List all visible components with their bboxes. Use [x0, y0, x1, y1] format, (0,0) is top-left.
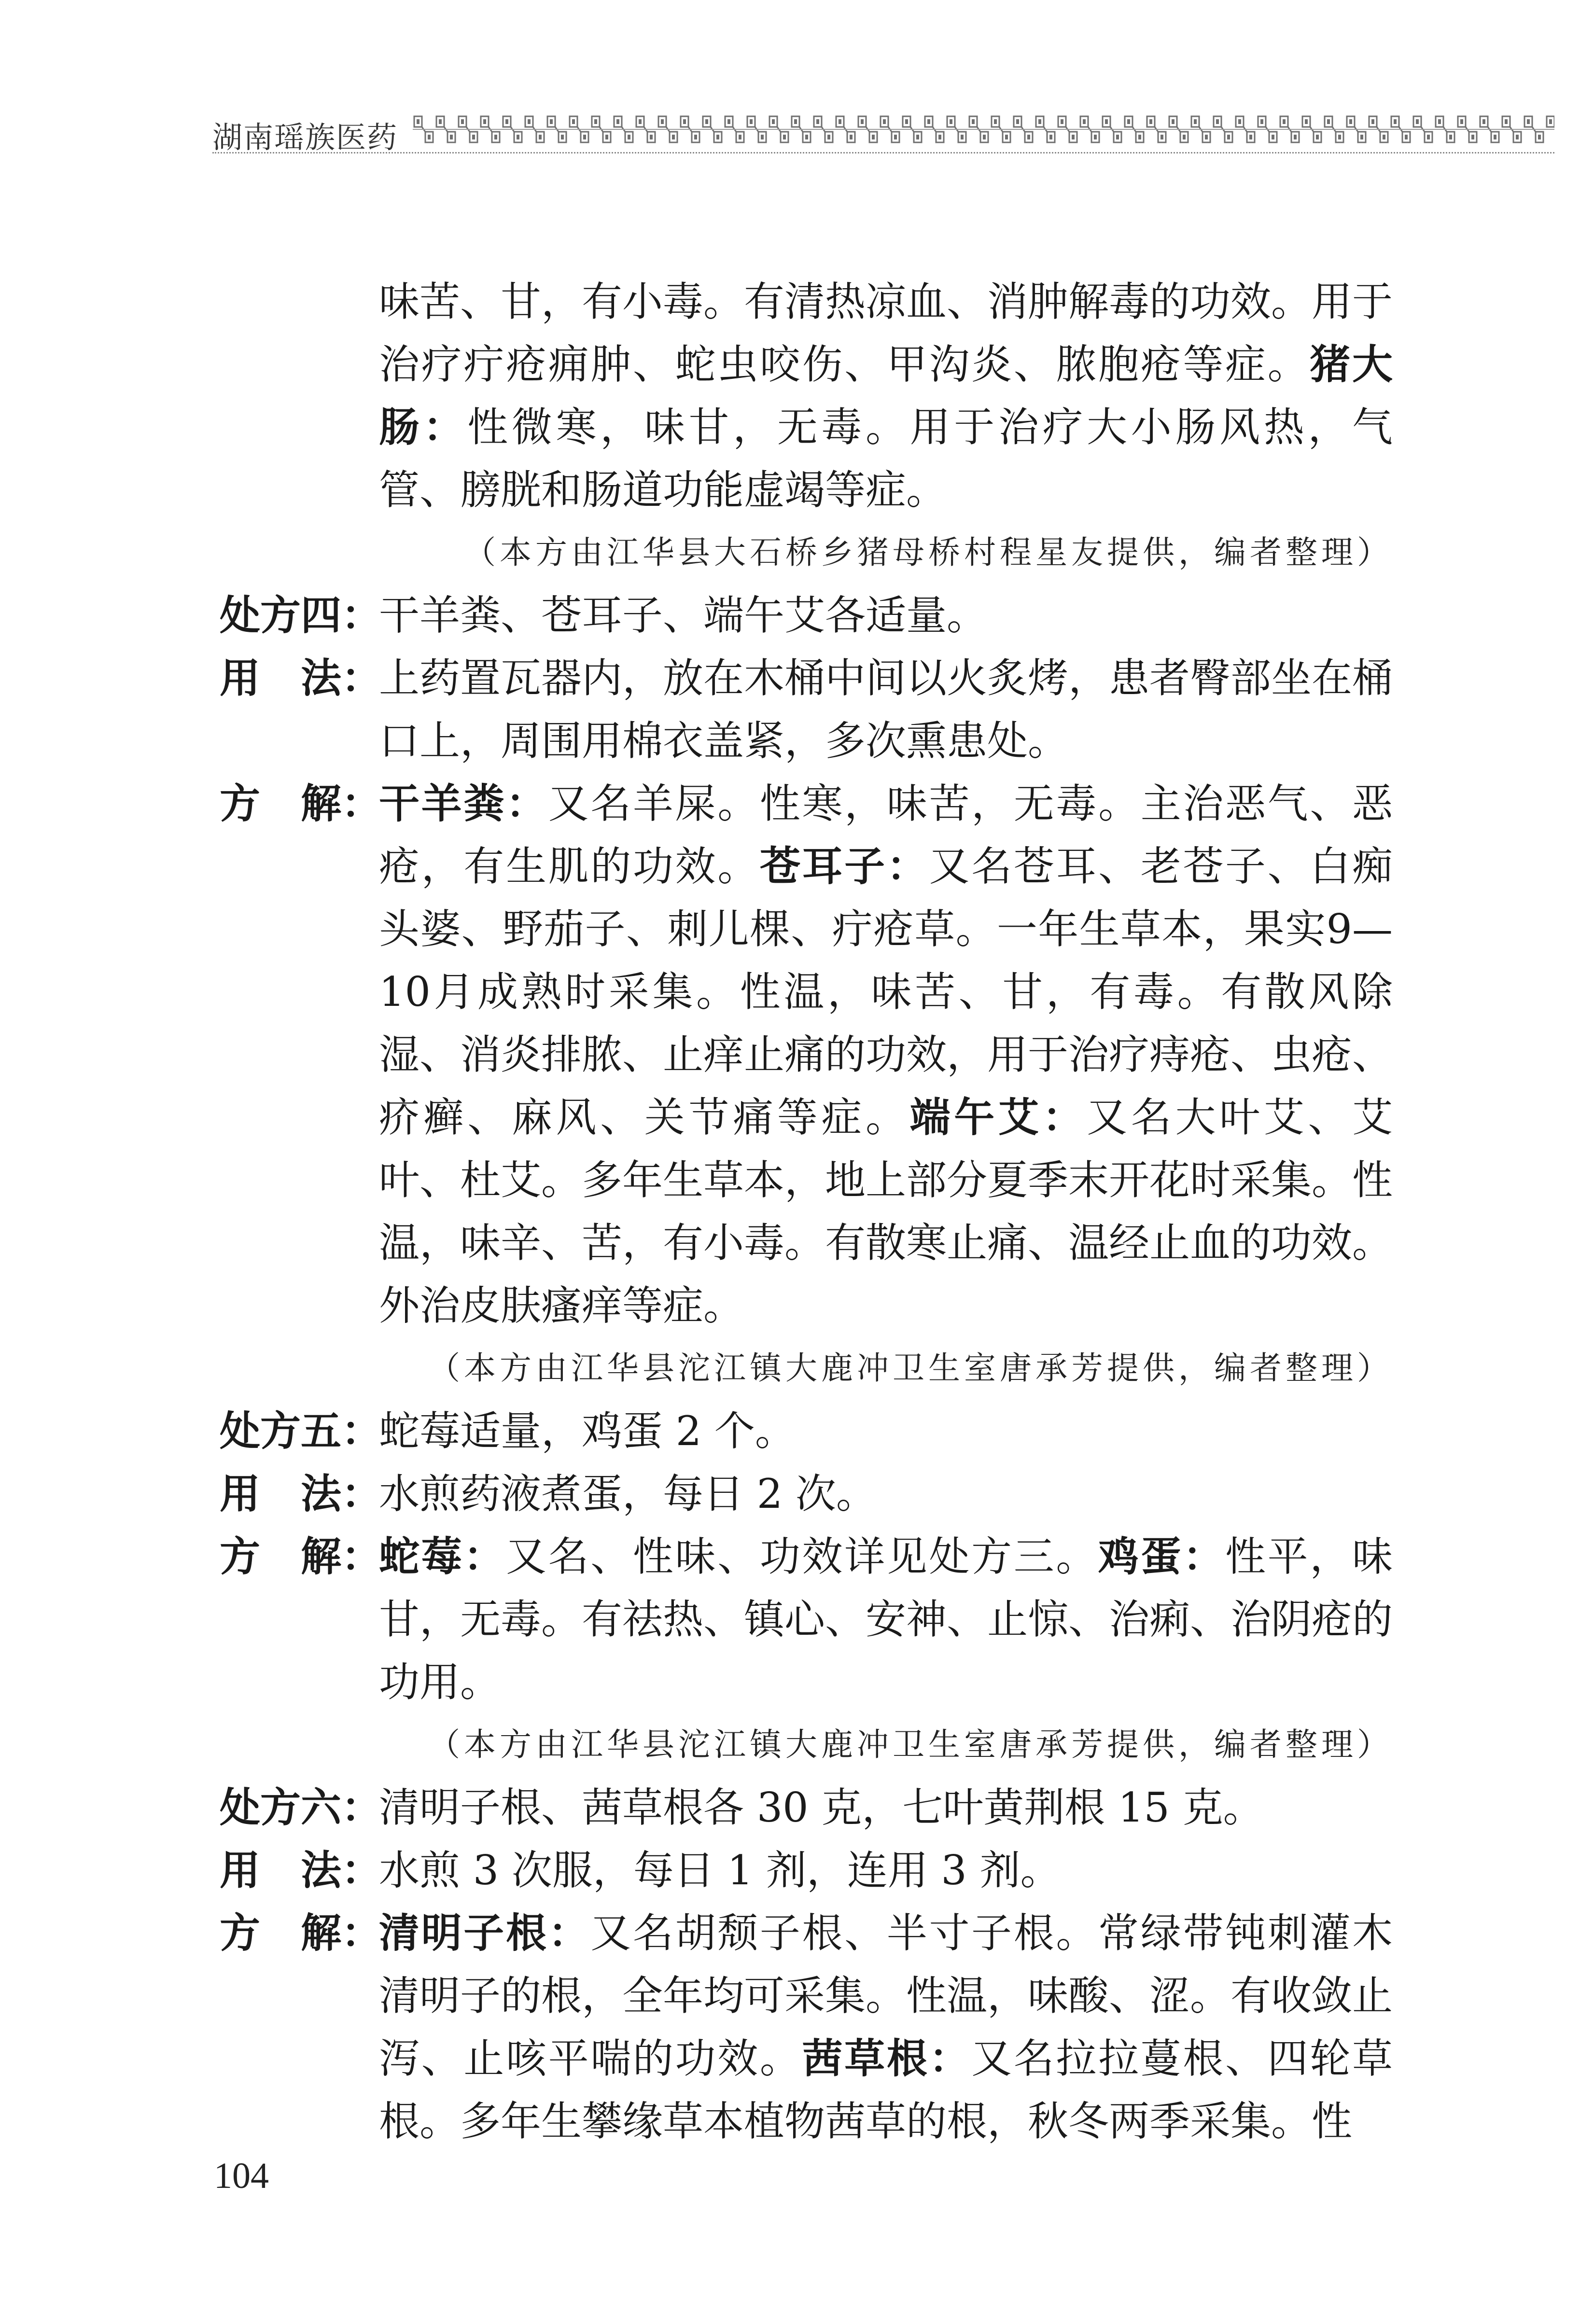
explanation-text: 又名拉拉蔓根、四轮草根。多年生攀缘草本植物茜草的根，秋冬两季采集。性 — [379, 2035, 1393, 2145]
explanation-text: 又名大叶艾、艾叶、杜艾。多年生草本，地上部分夏季末开花时采集。性温，味辛、苦，有小毒。有散寒止痛、温经止血的功效。外治皮肤瘙痒等症。 — [379, 1094, 1393, 1329]
ingredients-text: 清明子根、茜草根各 30 克，七叶黄荆根 15 克。 — [379, 1784, 1264, 1831]
explanation-body — [379, 1525, 1393, 1713]
prescription-label: 处方四： — [220, 592, 382, 639]
source-attribution: （本方由江华县沱江镇大鹿冲卫生室唐承芳提供，编者整理） — [428, 1350, 1393, 1387]
prescription-6-usage — [220, 1839, 1393, 1902]
herb-heading: 茜草根： — [802, 2035, 972, 2082]
explanation-text: 又名羊屎。性寒，味苦，无毒。主治恶气、恶疮，有生肌的功效。 — [379, 780, 1393, 890]
ingredients-text: 干羊粪、苍耳子、端午艾各适量。 — [379, 592, 988, 639]
usage-label: 用 法： — [220, 1847, 382, 1894]
prescription-6-ingredients — [220, 1776, 1393, 1839]
prescription-5-usage — [220, 1462, 1393, 1525]
explanation-label: 方 解： — [220, 780, 382, 827]
source-attribution: （本方由江华县沱江镇大鹿冲卫生室唐承芳提供，编者整理） — [428, 1726, 1393, 1763]
usage-label: 用 法： — [220, 654, 382, 702]
herb-heading: 猪大肠： — [379, 341, 1393, 451]
explanation-text: 又名、性味、功效详见处方三。 — [505, 1533, 1099, 1580]
source-attribution: （本方由江华县大石桥乡猪母桥村程星友提供，编者整理） — [464, 534, 1393, 571]
page-body — [220, 270, 1393, 2153]
explanation-label: 方 解： — [220, 1909, 382, 1957]
prescription-5-ingredients — [220, 1400, 1393, 1462]
prescription-6-explanation — [220, 1902, 1393, 2153]
explanation-text: 性平，味甘，无毒。有祛热、镇心、安神、止惊、治痢、治阴疮的功用。 — [379, 1533, 1393, 1706]
explanation-text: 性微寒，味甘，无毒。用于治疗大小肠风热，气管、膀胱和肠道功能虚竭等症。 — [379, 404, 1393, 514]
herb-heading: 苍耳子： — [759, 843, 929, 890]
explanation-body — [379, 772, 1393, 1337]
herb-heading: 端午艾： — [909, 1094, 1087, 1141]
explanation-body — [379, 1902, 1393, 2153]
usage-text: 水煎 3 次服，每日 1 剂，连用 3 剂。 — [379, 1847, 1061, 1894]
usage-label: 用 法： — [220, 1470, 382, 1517]
explanation-text: 又名苍耳、老苍子、白痴头婆、野茄子、刺儿棵、疔疮草。一年生草本，果实9—10月成熟时采集。性温，味苦、甘，有毒。有散风除湿、消炎排脓、止痒止痛的功效，用于治疗痔疮、虫疮、疥癣、麻风、关节痛等症。 — [379, 843, 1393, 1141]
usage-text: 上药置瓦器内，放在木桶中间以火炙烤，患者臀部坐在桶口上，周围用棉衣盖紧，多次熏患处。 — [379, 654, 1393, 765]
herb-heading: 鸡蛋： — [1098, 1533, 1225, 1580]
header-ornament-pattern — [413, 112, 1554, 146]
header-divider — [212, 152, 1554, 153]
herb-heading: 干羊粪： — [379, 780, 548, 827]
prescription-4-explanation — [220, 772, 1393, 1337]
prescription-4-usage — [220, 647, 1393, 772]
explanation-text: 味苦、甘，有小毒。有清热凉血、消肿解毒的功效。用于治疗疔疮痈肿、蛇虫咬伤、甲沟炎、脓胞疮等症。 — [379, 278, 1393, 388]
running-header — [212, 104, 1554, 162]
herb-heading: 蛇莓： — [379, 1533, 506, 1580]
explanation-text: 又名胡颓子根、半寸子根。常绿带钝刺灌木清明子的根，全年均可采集。性温，味酸、涩。有收敛止泻、止咳平喘的功效。 — [379, 1909, 1393, 2082]
page-number: 104 — [214, 2156, 269, 2196]
prescription-5-explanation — [220, 1525, 1393, 1713]
prescription-label: 处方六： — [220, 1784, 382, 1831]
prescription-label: 处方五： — [220, 1407, 382, 1455]
herb-heading: 清明子根： — [379, 1909, 591, 1957]
continued-explanation — [220, 270, 1393, 521]
book-title: 湖南瑶族医药 — [212, 120, 398, 155]
ingredients-text: 蛇莓适量，鸡蛋 2 个。 — [379, 1407, 796, 1455]
explanation-label: 方 解： — [220, 1533, 382, 1580]
usage-text: 水煎药液煮蛋，每日 2 次。 — [379, 1470, 877, 1517]
prescription-4-ingredients — [220, 584, 1393, 647]
